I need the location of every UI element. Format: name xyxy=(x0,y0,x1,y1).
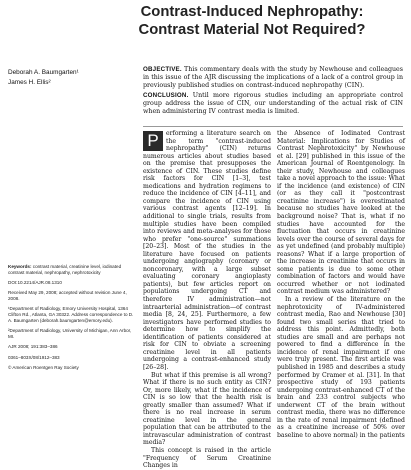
abstract xyxy=(143,66,403,119)
keywords-label: Keywords: xyxy=(8,264,32,269)
body-column-right xyxy=(277,130,405,439)
doi: DOI:10.2214/AJR.08.1310 xyxy=(8,280,62,286)
article-title xyxy=(102,4,402,39)
paragraph-text: erforming a literature search on the term "contrast-induced nephropathy" (CIN) returns numerous articles about studies based on the premise that presupposes the existence of CIN. These studies define risk factors for CIN [1–3], test medications and hydration regimens to reduce the incidence of CIN [4–11], and compare the incidence of CIN using various contrast agents [12–19]. In additional to single trials, results from multiple studies have been compiled into reviews and meta-analyses for those who prefer "one-source" summations [20–23]. Most of the studies in the literature have focused on patients undergoing angiography (coronary or noncoronary, with a large subset evaluating coronary angioplasty patients), but few articles report on populations undergoing CT and therefore IV administration—not intraarterial administration—of contrast media [8, 24, 25]. Furthermore, a few investigators have performed studies to determine how to simplify the identification of patients considered at risk for CIN to obviate a screening creatinine level in all patients undergoing a contrast-enhanced study [26–28]. xyxy=(143,130,271,371)
author-list xyxy=(8,68,138,88)
title-line-1: Contrast-Induced Nephropathy: xyxy=(140,4,364,20)
objective-text: This commentary deals with the study by Newhouse and colleagues in this issue of the AJR discussing the implications of a lack of a control group in previously published studies on contrast-induced nephropathy (CIN). xyxy=(143,66,403,90)
drop-cap: P xyxy=(143,131,163,151)
body-paragraph: the Absence of Iodinated Contrast Material: Implications for Studies of Contrast Nephrotoxicity" by Newhouse et al. [29] published in this issue of the American Journal of Roentgenology. In their study, Newhouse and colleagues take a novel approach to the issue: What if the incidence (and existence) of CIN (or as they call it "postcontrast creatinine increase") is overestimated because no studies have looked at the background noise? That is, what if no studies have accounted for the fluctuation that occurs in creatinine levels over the course of several days for as yet undefined (and probably multiple) reasons? What if a large proportion of the increase in creatinine that occurs in some patients is due to some other combination of factors and would have occurred whether or not iodinated contrast medium was administered? xyxy=(277,130,405,296)
journal-citation: AJR 2008; 191:383–386 xyxy=(8,344,58,350)
issn: 0361–803X/08/1912–383 xyxy=(8,354,60,360)
objective-label: OBJECTIVE. xyxy=(143,66,182,73)
conclusion-text: Until more rigorous studies including an appropriate control group address the issue of CIN, our understanding of the actual risk of CIN when administering IV contrast media is limited. xyxy=(143,92,403,116)
abstract-objective xyxy=(143,66,403,90)
author-2: James H. Ellis² xyxy=(8,79,51,86)
author-1: Deborah A. Baumgarten¹ xyxy=(8,69,79,76)
affiliation-1: ¹Department of Radiology, Emory University Hospital, 1364 Clifton Rd., Atlanta, GA 30322. Address correspondence to D. A. Baumgarten (deborah.baumgarten@emory.edu). xyxy=(8,306,134,324)
body-paragraph: In a review of the literature on the nephrotoxicity of IV-administered contrast media, Rao and Newhouse [30] found two small series that tried to address this point. Admittedly, both studies are small and are perhaps not powered to find a difference in the incidence of renal impairment if one were truly present. The first article was published in 1985 and describes a study performed by Cramer et al. [31]. In that prospective study of 193 patients undergoing contrast-enhanced CT of the brain and 233 control subjects who underwent CT of the brain without contrast media, there was no difference in the rate of renal impairment (defined as a creatinine increase of 50% over baseline to above normal) in the patients xyxy=(277,296,405,439)
body-paragraph: This concept is raised in the article "Frequency of Serum Creatinine Changes in xyxy=(143,446,271,470)
received-date: Received May 29, 2008; accepted without revision June 4, 2008. xyxy=(8,290,127,302)
article-sidebar xyxy=(8,264,138,375)
keywords-text: contrast material, creatinine level, iodinated contrast material, nephropathy, nephrotoxicity xyxy=(8,264,122,275)
body-paragraph xyxy=(143,130,271,372)
keywords xyxy=(8,264,138,276)
title-line-2: Contrast Material Not Required? xyxy=(138,21,366,38)
abstract-divider xyxy=(143,126,403,127)
conclusion-label: CONCLUSION. xyxy=(143,92,189,100)
affiliation-2: ²Department of Radiology, University of Michigan, Ann Arbor, MI. xyxy=(8,328,132,340)
body-column-left xyxy=(143,130,271,470)
body-paragraph: But what if this premise is all wrong? What if there is no such entity as CIN? Or, more likely, what if the incidence of CIN is so low that the health risk is greatly smaller than assumed? What if there is no real increase in serum creatinine level in the general population that can be attributed to the intravascular administration of contrast media? xyxy=(143,371,271,447)
abstract-conclusion xyxy=(143,92,403,116)
copyright: © American Roentgen Ray Society xyxy=(8,365,79,371)
